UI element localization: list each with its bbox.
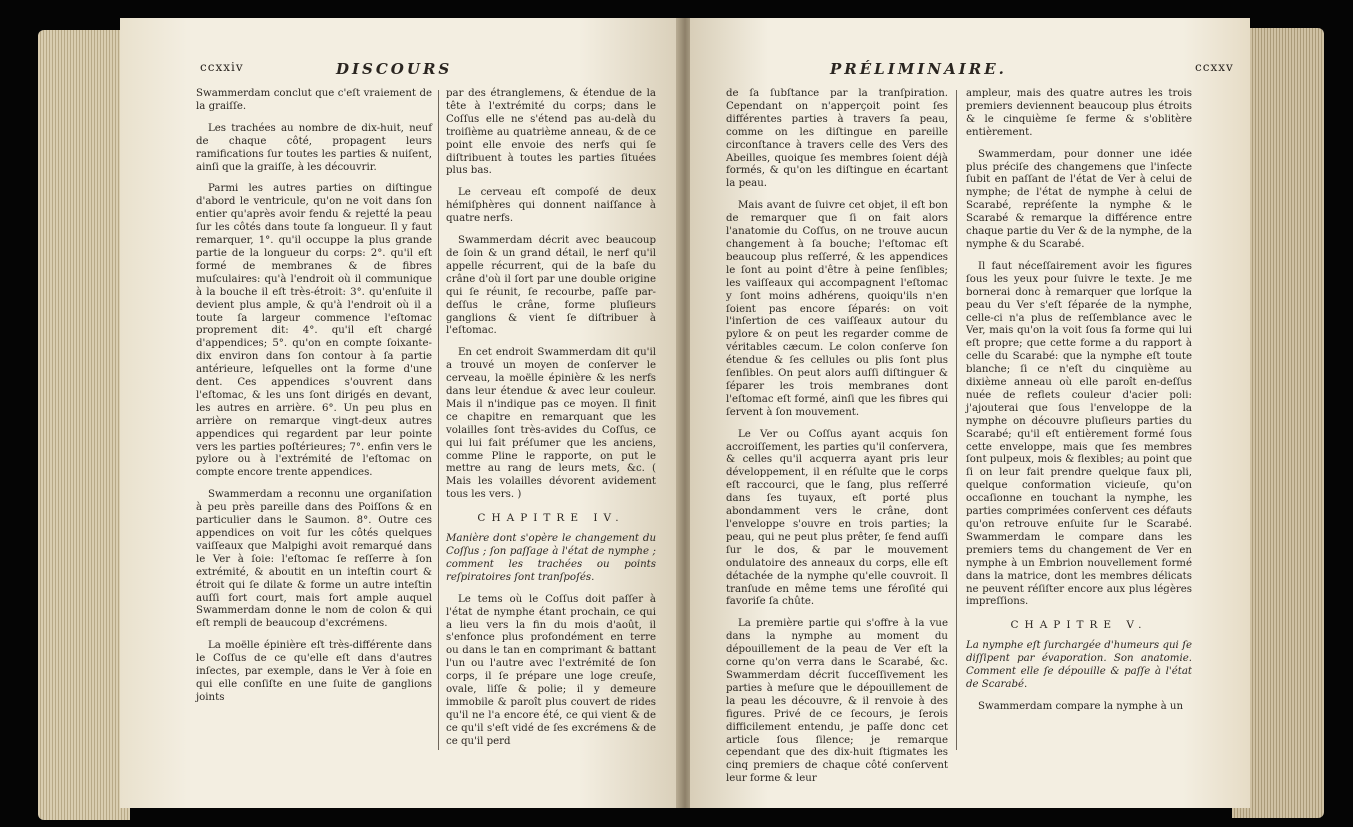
paragraph: Il faut néceſſairement avoir les figures ſous les yeux pour ſuivre le texte. Je me bornerai donc à remarquer que lorſque la peau du Ver s'eſt ſéparée de la nymphe, celle-ci n'a plus de reſſemblance avec le Ver, mais qu'on la voit ſous ſa forme qui lui eſt propre; que cette forme a du rapport à celle du Scarabé: que la nymphe eſt toute blanche; ſi ce n'eſt du cinquième au dixième anneau où elle paroît en-deſſus nuée de reflets couleur d'acier poli: j'ajouterai que ſous l'enveloppe de la nymphe on découvre pluſieurs parties du Scarabé; qu'il eſt entièrement formé ſous cette enveloppe, mais que ſes membres ſont pulpeux, mois & flexibles; au point que ſi on leur fait prendre quelque faux pli, quelque conformation vicieuſe, qu'on occaſionne en touchant la nymphe, les parties comprimées conſervent ces défauts qu'on retrouve enſuite ſur le Scarabé. Swammerdam le compare dans les premiers tems du changement de Ver en nymphe à un Embrion nouvellement formé dans la matrice, dont les membres délicats ne peuvent réſiſter encore aux plus légères impreſſions.: [966, 260, 1192, 608]
paragraph: Swammerdam conclut que c'eſt vraiement de la graiſſe.: [196, 88, 432, 112]
left-page-edge: [38, 30, 130, 820]
paragraph: La moëlle épinière eſt très-différente dans le Coſſus de ce qu'elle eſt dans d'autres inſectes, par exemple, dans le Ver à ſoie en qui elle conſiſte en une ſuite de ganglions joints: [196, 640, 432, 703]
left-page: [120, 18, 680, 808]
paragraph: Swammerdam a reconnu une organiſation à peu près pareille dans des Poiſſons & en particulier dans le Saumon. 8°. Outre ces appendices on voit ſur les côtés quelques vaiſſeaux que Malpighi avoit remarqué dans le Ver à ſoie: l'eſtomac ſe reſſerre à ſon extrémité, & aboutit en un inteſtin court & étroit qui ſe dilate & forme un autre inteſtin auſſi fort court, mais fort ample auquel Swammerdam donne le nom de colon & qui eſt rempli de beaucoup d'excrémens.: [196, 489, 432, 630]
chapter-summary: Manière dont s'opère le changement du Coſſus ; ſon paſſage à l'état de nymphe ; comment les trachées ou points reſpiratoires ſont tranſpoſés.: [446, 533, 656, 583]
right-column-2: [966, 88, 1192, 723]
paragraph: Parmi les autres parties on diſtingue d'abord le ventricule, qu'on ne voit dans ſon entier qu'après avoir fendu & rejetté la peau ſur les côtés dans toute ſa longueur. Il y faut remarquer, 1°. qu'il occuppe la plus grande partie de la longueur du corps: 2°. qu'il eſt formé de membranes & de fibres muſculaires: qu'à l'endroit où il communique à la bouche il eſt très-étroit: 3°. qu'enſuite il devient plus ample, & qu'à l'endroit où il a toute ſa largeur commence l'eſtomac proprement dit: 4°. qu'il eſt chargé d'appendices; 5°. qu'on en compte ſoixante-dix environ dans ſon contour à ſa partie antérieure, leſquelles ont la forme d'une dent. Ces appendices s'ouvrent dans l'eſtomac, & les uns ſont dirigés en devant, les autres en arrière. 6°. Un peu plus en arrière on remarque vingt-deux autres appendices qui regardent par leur pointe vers les parties poſtérieures; 7°. enfin vers le pylore ou à l'extrémité de l'eſtomac on compte encore trente appendices.: [196, 183, 432, 479]
paragraph: Swammerdam, pour donner une idée plus préciſe des changemens que l'inſecte ſubit en paſſant de l'état de Ver à celui de nymphe; de l'état de nymphe à celui de Scarabé, repréſente la nymphe & le Scarabé & remarque la différence entre chaque partie du Ver & de la nymphe, de la nymphe & du Scarabé.: [966, 148, 1192, 250]
right-page: [690, 18, 1250, 808]
left-running-head: DISCOURS: [336, 60, 453, 78]
paragraph: de ſa ſubſtance par la tranſpiration. Cependant on n'apperçoit point ſes différentes parties à travers ſa peau, comme on les diſtingue en pareille circonſtance à travers celle des Vers des Abeilles, quoique ſes membres ſoient déjà formés, & qu'on les diſtingue en écartant la peau.: [726, 88, 948, 190]
paragraph: ampleur, mais des quatre autres les trois premiers deviennent beaucoup plus étroits & le cinquième ſe ferme & s'oblitère entièrement.: [966, 88, 1192, 138]
paragraph: Le tems où le Coſſus doit paſſer à l'état de nymphe étant prochain, ce qui a lieu vers la fin du mois d'août, il s'enfonce plus profondément en terre ou dans le tan en comprimant & battant l'un ou l'autre avec l'extrémité de ſon corps, il ſe prépare une loge creuſe, ovale, liſſe & polie; il y demeure immobile & paroît plus couvert de rides qu'il ne l'a encore été, ce qui vient & de ce qu'il s'eſt vidé de ſes excrémens & de ce qu'il perd: [446, 593, 656, 747]
left-column-1: [196, 88, 432, 714]
chapter-heading: CHAPITRE IV.: [477, 512, 625, 525]
paragraph: En cet endroit Swammerdam dit qu'il a trouvé un moyen de conſerver le cerveau, la moëlle épinière & les nerfs dans leur étendue & avec leur couleur. Mais il n'indique pas ce moyen. Il finit ce chapitre en remarquant que les volailles ſont très-avides du Coſſus, ce qui lui fait préſumer que les anciens, comme Pline le rapporte, on put le mettre au rang de leurs mets, &c. ( Mais les volailles dévorent avidement tous les vers. ): [446, 347, 656, 501]
paragraph: par des étranglemens, & étendue de la tête à l'extrémité du corps; dans le Coſſus elle ne s'étend pas au-delà du troiſième au quatrième anneau, & de ce point elle envoie des nerfs qui ſe diſtribuent à toutes les parties ſituées plus bas.: [446, 88, 656, 177]
chapter-summary: La nymphe eſt ſurchargée d'humeurs qui ſe diſſipent par évaporation. Son anatomie. Comment elle ſe dépouille & paſſe à l'état de Scarabé.: [966, 640, 1192, 690]
paragraph: Swammerdam compare la nymphe à un: [978, 700, 1184, 712]
right-column-1: [726, 88, 948, 795]
column-rule: [956, 90, 957, 750]
paragraph: Le cerveau eſt compoſé de deux hémiſphères qui donnent naiſſance à quatre nerfs.: [446, 187, 656, 225]
left-page-number: ccxxiv: [200, 60, 244, 74]
paragraph: La première partie qui s'offre à la vue dans la nymphe au moment du dépouillement de la peau de Ver eſt la corne qu'on verra dans le Scarabé, &c. Swammerdam décrit ſucceſſivement les parties à meſure que le dépouillement de la peau les découvre, & il renvoie à des figures. Privé de ce ſecours, je ſerois difficilement entendu, je paſſe donc cet article ſous ſilence; je remarque cependant que des dix-huit ſtigmates les cinq premiers de chaque côté conſervent leur forme & leur: [726, 618, 948, 785]
right-page-number: ccxxv: [1195, 60, 1234, 74]
right-running-head: PRÉLIMINAIRE.: [830, 60, 1007, 78]
chapter-heading: CHAPITRE V.: [1010, 619, 1148, 632]
left-column-2: [446, 88, 656, 758]
paragraph: Swammerdam décrit avec beaucoup de ſoin & un grand détail, le nerf qu'il appelle récurrent, qui de la baſe du crâne d'où il ſort par une double origine qui ſe réunit, ſe recourbe, paſſe par-deſſus le crâne, forme pluſieurs ganglions & vient ſe diſtribuer à l'eſtomac.: [446, 235, 656, 337]
paragraph: Le Ver ou Coſſus ayant acquis ſon accroiſſement, les parties qu'il conſervera, & celles qu'il acquerra ayant pris leur développement, il en réſulte que le corps eſt raccourci, que le ſang, plus reſſerré dans ſes tuyaux, eſt porté plus abondamment vers le crâne, dont l'enveloppe s'ouvre en trois parties; la peau, qui ne peut plus prêter, ſe fend auſſi ſur le dos, & par le mouvement ondulatoire des anneaux du corps, elle eſt détachée de la nymphe qu'elle couvroit. Il tranſude en même tems une féroſité qui favoriſe ſa chûte.: [726, 428, 948, 608]
column-rule: [438, 90, 439, 750]
paragraph: Les trachées au nombre de dix-huit, neuf de chaque côté, propagent leurs ramifications ſur toutes les parties & nuiſent, ainſi que la graiſſe, à les découvrir.: [196, 122, 432, 173]
paragraph: Mais avant de ſuivre cet objet, il eſt bon de remarquer que ſi on fait alors l'anatomie du Coſſus, on ne trouve aucun changement à ſa bouche; l'eſtomac eſt beaucoup plus reſſerré, & les appendices le ſont au point d'être à peine ſenſibles; les vaiſſeaux qui accompagnent l'eſtomac y ſont moins adhérens, quoiqu'ils n'en ſoient pas encore ſéparés: on voit l'inſertion de ces vaiſſeaux autour du pylore & on peut les regarder comme de véritables cæcum. Le colon conſerve ſon étendue & ſes cellules ou plis ſont plus ſenſibles. On peut alors auſſi diſtinguer & ſéparer les trois membranes dont l'eſtomac eſt formé, ainſi que les fibres qui ſervent à ſon mouvement.: [726, 200, 948, 418]
